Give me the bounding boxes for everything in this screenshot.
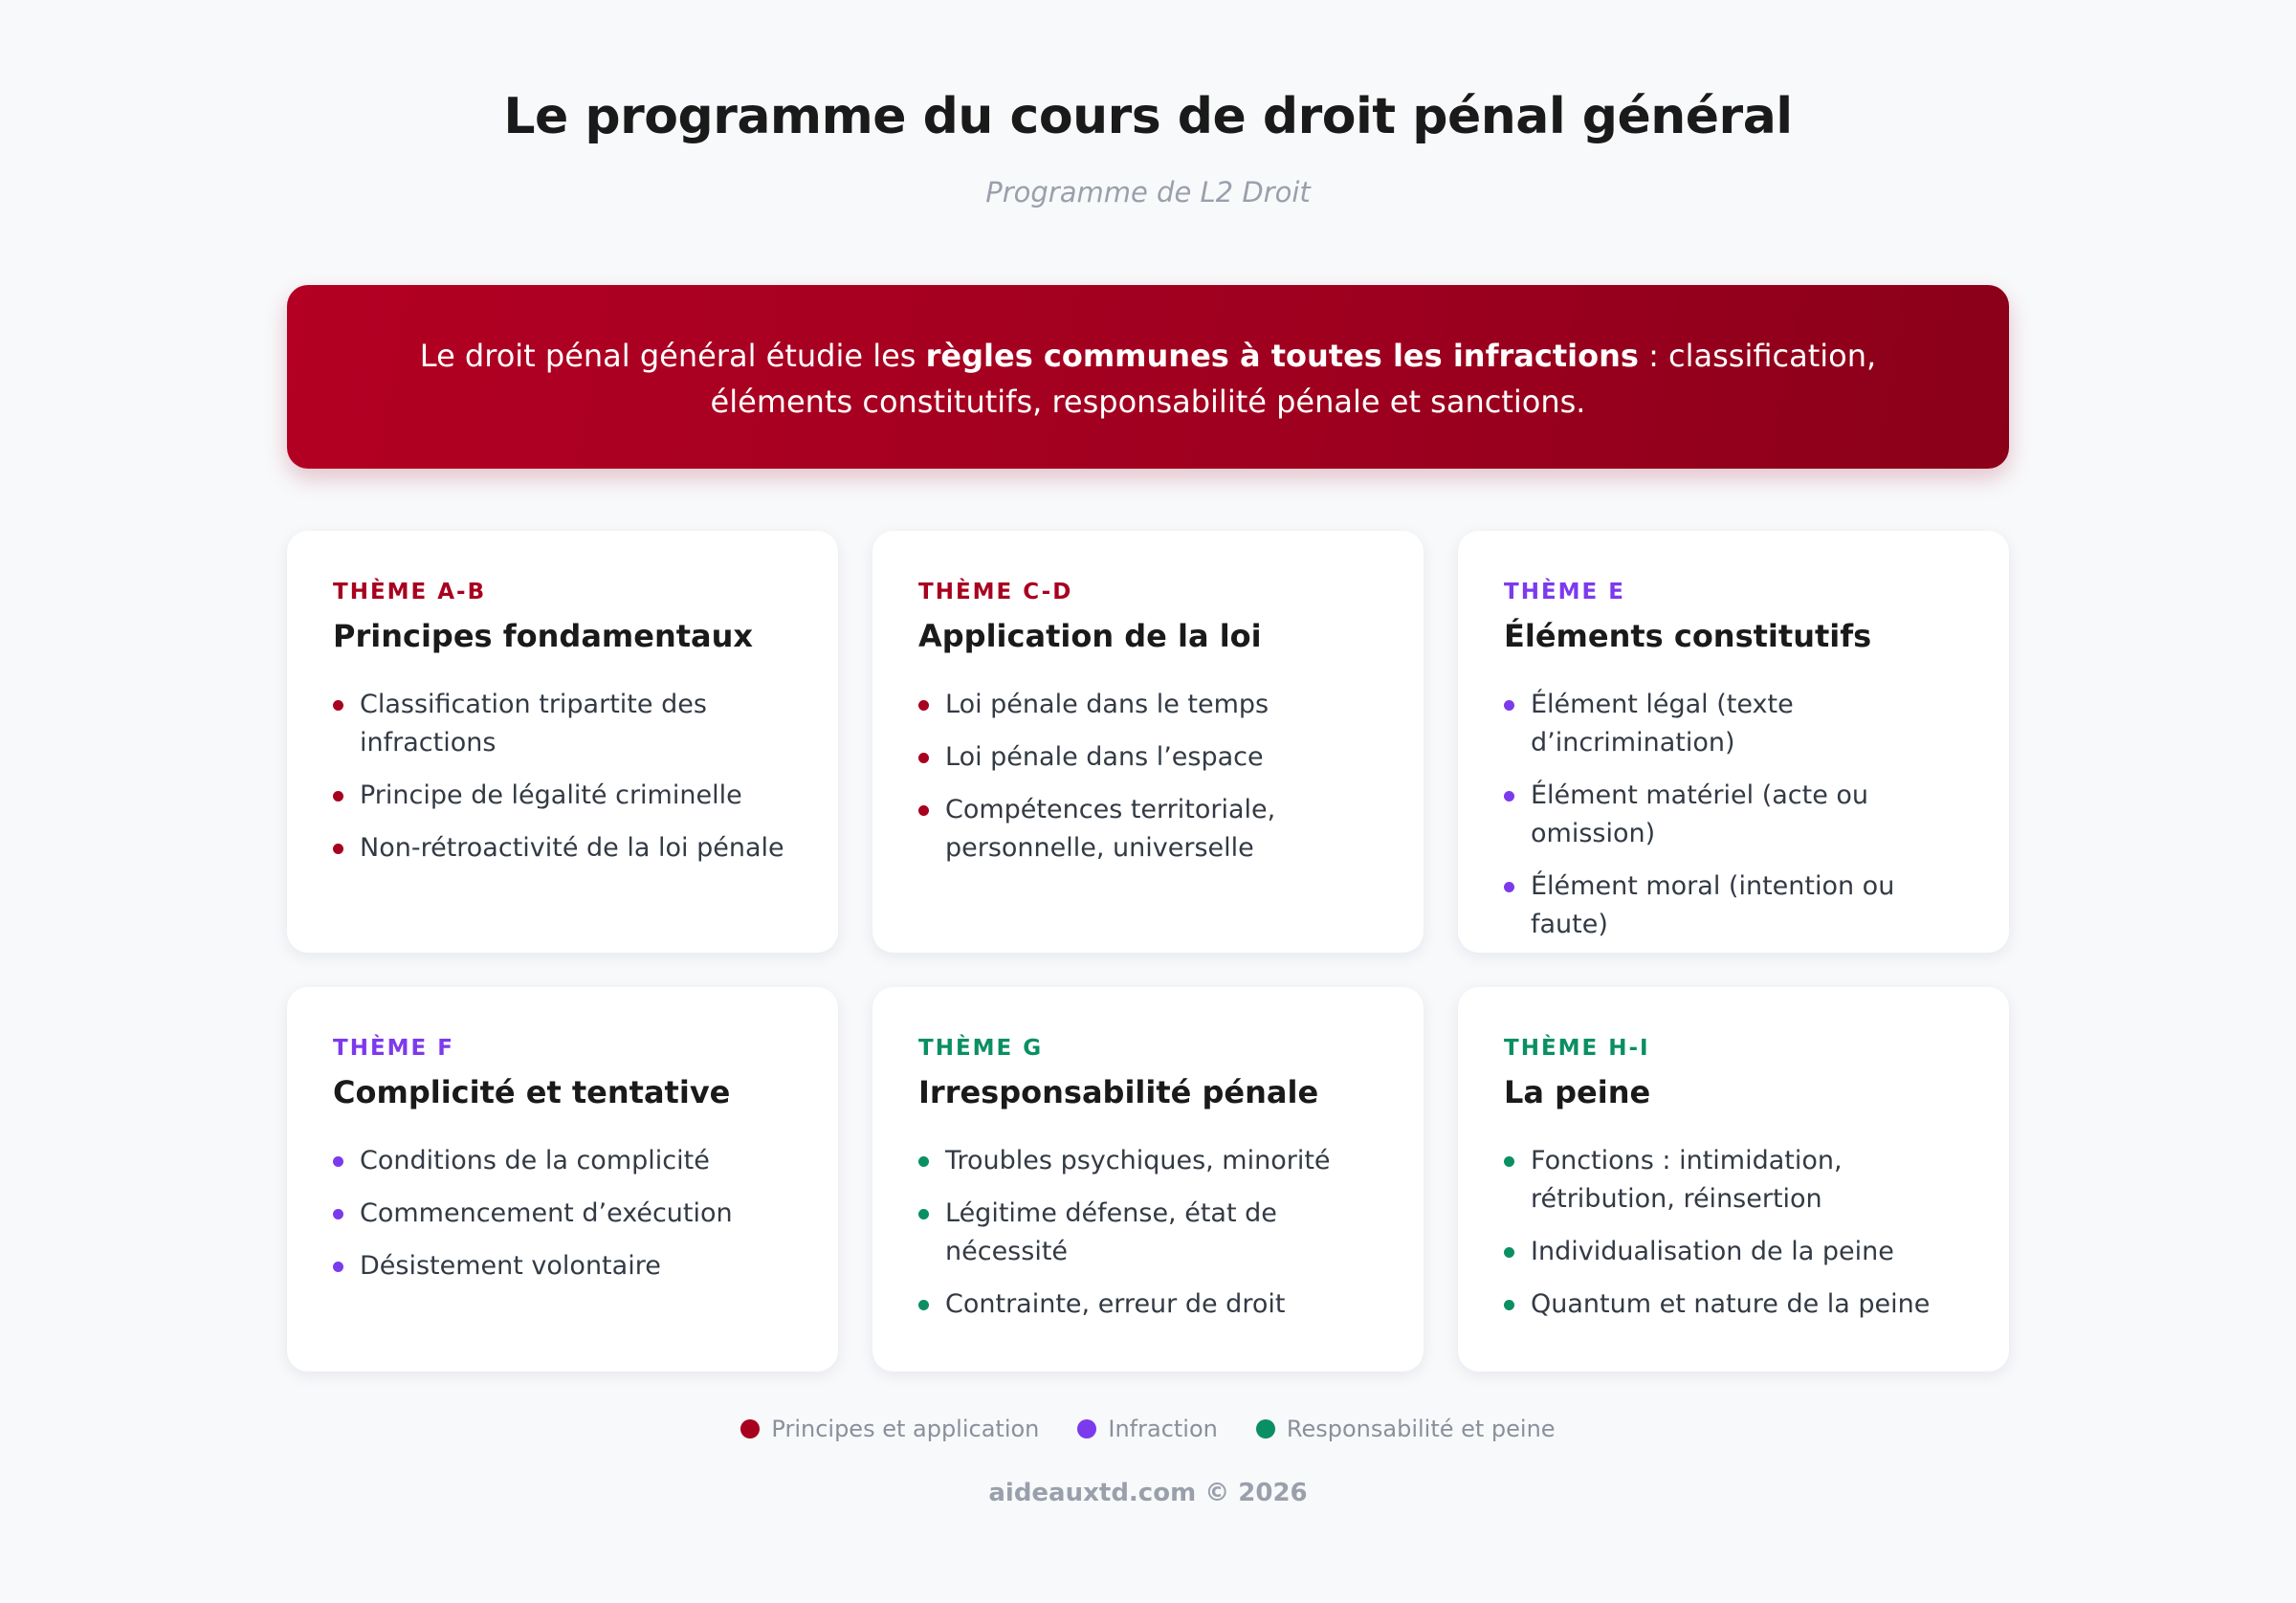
theme-items	[1504, 686, 1963, 944]
list-item-text: Fonctions : intimidation, rétribution, réinsertion	[1531, 1146, 1843, 1214]
list-item	[1504, 777, 1963, 853]
bullet-dot-icon	[1504, 791, 1514, 802]
list-item	[333, 777, 792, 815]
theme-tag: THÈME A-B	[333, 580, 487, 604]
list-item-text: Conditions de la complicité	[360, 1146, 710, 1175]
bullet-dot-icon	[918, 1156, 929, 1167]
list-item-text: Élément légal (texte d’incrimination)	[1531, 690, 1794, 758]
theme-items	[333, 1142, 792, 1285]
list-item-text: Commencement d’exécution	[360, 1198, 733, 1228]
bullet-dot-icon	[1504, 1156, 1514, 1167]
theme-tag: THÈME E	[1504, 580, 1625, 604]
list-item	[333, 829, 792, 867]
list-item	[1504, 686, 1963, 762]
color-legend	[0, 1416, 2296, 1442]
list-item-text: Principe de légalité criminelle	[360, 780, 742, 810]
theme-title: La peine	[1504, 1074, 1651, 1110]
theme-title: Éléments constitutifs	[1504, 618, 1872, 654]
legend-dot-icon	[1256, 1419, 1275, 1438]
bullet-dot-icon	[918, 1300, 929, 1310]
legend-dot-icon	[1077, 1419, 1096, 1438]
list-item-text: Troubles psychiques, minorité	[945, 1146, 1331, 1175]
page-subtitle: Programme de L2 Droit	[985, 176, 1311, 209]
theme-card-f	[287, 987, 838, 1372]
theme-card-h-i	[1458, 987, 2009, 1372]
list-item	[333, 1195, 792, 1233]
list-item	[333, 686, 792, 762]
legend-item	[1077, 1416, 1217, 1442]
legend-dot-icon	[740, 1419, 760, 1438]
list-item	[1504, 1285, 1963, 1324]
theme-tag: THÈME F	[333, 1036, 454, 1061]
footer-copyright: aideauxtd.com © 2026	[988, 1479, 1308, 1507]
page-title: Le programme du cours de droit pénal général	[503, 88, 1793, 145]
bullet-dot-icon	[918, 753, 929, 763]
theme-items	[918, 686, 1378, 867]
bullet-dot-icon	[1504, 1300, 1514, 1310]
legend-label: Infraction	[1108, 1416, 1218, 1442]
theme-tag: THÈME G	[918, 1036, 1044, 1061]
list-item-text: Non-rétroactivité de la loi pénale	[360, 833, 784, 863]
legend-item	[1256, 1416, 1556, 1442]
bullet-dot-icon	[333, 1156, 343, 1167]
list-item	[1504, 867, 1963, 944]
intro-banner	[287, 285, 2009, 469]
bullet-dot-icon	[333, 1209, 343, 1219]
theme-title: Principes fondamentaux	[333, 618, 754, 654]
list-item	[333, 1142, 792, 1180]
legend-item	[740, 1416, 1039, 1442]
legend-label: Principes et application	[771, 1416, 1040, 1442]
bullet-dot-icon	[333, 844, 343, 854]
list-item	[918, 1195, 1378, 1271]
bullet-dot-icon	[333, 1262, 343, 1272]
bullet-dot-icon	[1504, 882, 1514, 892]
list-item-text: Contrainte, erreur de droit	[945, 1289, 1286, 1319]
bullet-dot-icon	[918, 1209, 929, 1219]
list-item	[1504, 1142, 1963, 1219]
theme-items	[1504, 1142, 1963, 1324]
list-item-text: Individualisation de la peine	[1531, 1237, 1894, 1266]
theme-tag: THÈME H-I	[1504, 1036, 1650, 1061]
list-item	[918, 738, 1378, 777]
list-item	[918, 791, 1378, 867]
theme-title: Complicité et tentative	[333, 1074, 731, 1110]
bullet-dot-icon	[1504, 700, 1514, 711]
banner-text-after: : classification, éléments constitutifs, responsabilité pénale et sanctions.	[710, 338, 1877, 420]
banner-text-bold: règles communes à toutes les infractions	[925, 338, 1639, 374]
bullet-dot-icon	[333, 791, 343, 802]
list-item	[918, 1142, 1378, 1180]
bullet-dot-icon	[918, 700, 929, 711]
list-item-text: Loi pénale dans le temps	[945, 690, 1269, 719]
bullet-dot-icon	[918, 805, 929, 816]
list-item-text: Légitime défense, état de nécessité	[945, 1198, 1277, 1266]
list-item	[1504, 1233, 1963, 1271]
bullet-dot-icon	[333, 700, 343, 711]
list-item	[918, 686, 1378, 724]
list-item-text: Quantum et nature de la peine	[1531, 1289, 1931, 1319]
banner-text-before: Le droit pénal général étudie les	[419, 338, 926, 374]
list-item	[918, 1285, 1378, 1324]
theme-tag: THÈME C-D	[918, 580, 1073, 604]
theme-card-a-b	[287, 531, 838, 953]
list-item-text: Loi pénale dans l’espace	[945, 742, 1264, 772]
list-item	[333, 1247, 792, 1285]
list-item-text: Classification tripartite des infractions	[360, 690, 707, 758]
theme-title: Application de la loi	[918, 618, 1262, 654]
list-item-text: Élément matériel (acte ou omission)	[1531, 780, 1869, 848]
list-item-text: Désistement volontaire	[360, 1251, 661, 1281]
list-item-text: Compétences territoriale, personnelle, universelle	[945, 795, 1276, 863]
theme-items	[333, 686, 792, 867]
bullet-dot-icon	[1504, 1247, 1514, 1258]
theme-card-c-d	[872, 531, 1424, 953]
theme-title: Irresponsabilité pénale	[918, 1074, 1319, 1110]
theme-items	[918, 1142, 1378, 1324]
list-item-text: Élément moral (intention ou faute)	[1531, 871, 1895, 939]
legend-label: Responsabilité et peine	[1286, 1416, 1556, 1442]
theme-card-g	[872, 987, 1424, 1372]
theme-card-e	[1458, 531, 2009, 953]
